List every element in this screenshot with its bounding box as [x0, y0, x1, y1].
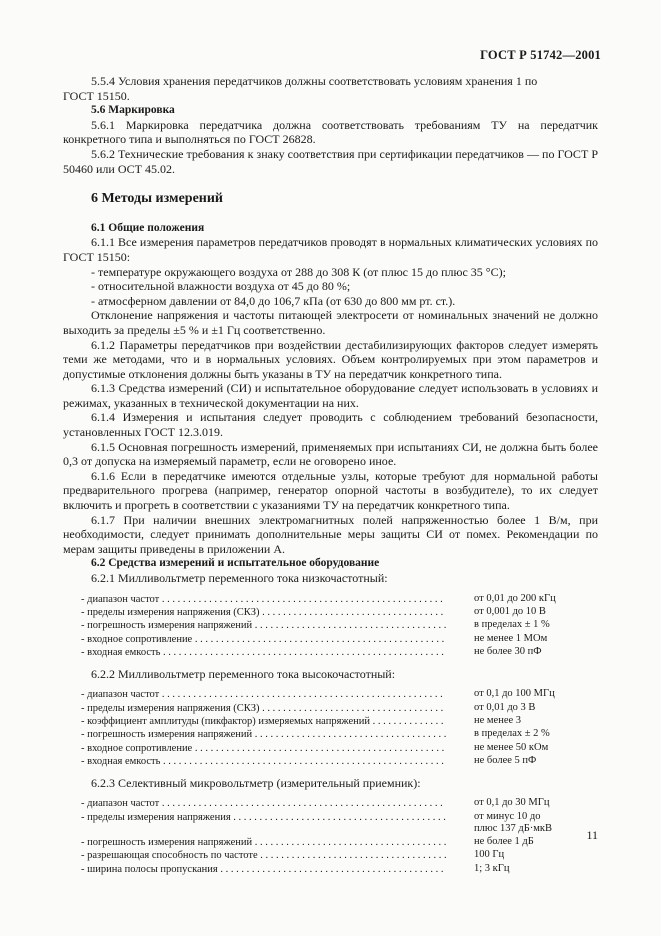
param-row [63, 728, 598, 741]
param-value: от 0,01 до 200 кГц [474, 592, 556, 604]
param-row [63, 619, 598, 632]
subsection-6-2-1-title: 6.2.1 Милливольтметр переменного тока низкочастотный: [91, 571, 388, 585]
paragraph-6-1-2: 6.1.2 Параметры передатчиков при воздействии дестабилизирующих факторов следует измерять теми же методами, что и в нормальных условиях. Объем контролируемых при этом параметров и допустимые отклонения должны быть указаны в ТУ на передатчик конкретного типа. [63, 337, 598, 381]
param-label: - пределы измерения напряжения (СКЗ) . . . [63, 606, 446, 619]
param-value: в пределах ± 1 % [474, 619, 550, 631]
paragraph-6-1-4: 6.1.4 Измерения и испытания следует проводить с соблюдением требований безопасности, установленных ГОСТ 12.3.019. [63, 410, 598, 440]
param-value: 100 Гц [474, 849, 505, 861]
section-6-title: 6 Методы измерений [91, 191, 223, 207]
param-value: не менее 50 кОм [474, 741, 549, 753]
param-label: - диапазон частот . . . [63, 688, 446, 701]
param-label: - входная емкость . . . [63, 755, 446, 768]
param-row [63, 849, 598, 862]
param-label: - пределы измерения напряжения (СКЗ) . . . [63, 702, 446, 715]
param-row [63, 811, 598, 836]
param-list-6-2-3 [63, 797, 598, 876]
param-row [63, 863, 598, 876]
paragraph-deviation: Отклонение напряжения и частоты питающей электросети от номинальных значений не должно выходить за пределы ±5 % и ±1 Гц соответственно. [63, 308, 598, 337]
paragraph-6-1-6: 6.1.6 Если в передатчике имеются отдельные узлы, которые требуют для нормальной работы предварительного прогрева (например, генератор опорной частоты в возбудителе), то их следует включить и прогреть в соответствии с указаниями ТУ на передатчик конкретного типа. [63, 468, 598, 513]
param-label: - погрешность измерения напряжений . . . [63, 836, 446, 849]
subsection-6-2-2-title: 6.2.2 Милливольтметр переменного тока высокочастотный: [91, 666, 396, 681]
param-value: 1; 3 кГц [474, 862, 510, 874]
param-value: не более 1 дБ [474, 835, 534, 847]
paragraph-6-1-3: 6.1.3 Средства измерений (СИ) и испытательное оборудование следует использовать в условиях и режимах, указанных в технической документации на них. [63, 381, 598, 410]
heading-6-1: 6.1 Общие положения [91, 221, 205, 234]
param-row [63, 688, 598, 701]
param-value: не более 30 пФ [474, 646, 542, 658]
subsection-6-2-3-title: 6.2.3 Селективный микровольтметр (измерительный приемник): [91, 775, 421, 790]
paragraph-6-1-7: 6.1.7 При наличии внешних электромагнитных полей напряженностью более 1 В/м, при необходимости, следует принимать дополнительные меры защиты СИ от помех. Рекомендации по мерам защиты приведены в приложении А. [63, 512, 598, 556]
param-row [63, 797, 598, 810]
param-value: не более 5 пФ [474, 755, 537, 767]
bullet-humidity: - относительной влажности воздуха от 45 до 80 %; [91, 279, 351, 294]
param-row [63, 836, 598, 849]
paragraph-5-5-4: 5.5.4 Условия хранения передатчиков должны соответствовать условиям хранения 1 по [91, 74, 538, 88]
param-list-6-2-1 [63, 593, 598, 660]
param-label: - погрешность измерения напряжений . . . [63, 619, 446, 632]
param-value: в пределах ± 2 % [474, 728, 550, 740]
bullet-temperature: - температуре окружающего воздуха от 288 до 308 К (от плюс 15 до плюс 35 °С); [91, 264, 506, 279]
param-row [63, 646, 598, 659]
param-label: - входное сопротивление . . . [63, 633, 446, 646]
param-value: от 0,1 до 30 МГц [474, 797, 550, 809]
param-value-cont: плюс 137 дБ·мкВ [474, 823, 552, 835]
param-label: - пределы измерения напряжения . . . [63, 811, 446, 836]
bullet-pressure: - атмосферном давлении от 84,0 до 106,7 кПа (от 630 до 800 мм рт. ст.). [91, 293, 456, 308]
param-label: - погрешность измерения напряжений . . . [63, 728, 446, 741]
param-label: - входная емкость . . . [63, 646, 446, 659]
param-row [63, 606, 598, 619]
paragraph-6-1-5: 6.1.5 Основная погрешность измерений, применяемых при испытаниях СИ, не должна быть более 0,3 от допуска на измеряемый параметр, если не оговорено иное. [63, 439, 598, 469]
param-row [63, 742, 598, 755]
document-body [63, 74, 598, 883]
param-label: - ширина полосы пропускания . . . [63, 863, 446, 876]
param-row [63, 715, 598, 728]
param-row [63, 593, 598, 606]
param-value: не менее 1 МОм [474, 632, 548, 644]
document-header: ГОСТ Р 51742—2001 [480, 48, 601, 62]
param-value: от 0,001 до 10 В [474, 606, 546, 617]
param-row [63, 702, 598, 715]
param-list-6-2-2 [63, 688, 598, 768]
param-row [63, 755, 598, 768]
param-row [63, 633, 598, 646]
param-label: - коэффициент амплитуды (пикфактор) измеряемых напряжений . . . [63, 715, 446, 728]
param-label: - входное сопротивление . . . [63, 742, 446, 755]
heading-6-2: 6.2 Средства измерений и испытательное оборудование [91, 557, 380, 570]
page-number: 11 [586, 828, 598, 842]
param-label: - диапазон частот . . . [63, 593, 446, 606]
param-value: не менее 3 [474, 715, 522, 727]
paragraph-5-6-1: 5.6.1 Маркировка передатчика должна соответствовать требованиям ТУ на передатчик конкретного типа и выполняться по ГОСТ 26828. [63, 117, 598, 147]
paragraph-6-1-1: 6.1.1 Все измерения параметров передатчиков проводят в нормальных климатических условиях по ГОСТ 15150: [63, 235, 598, 264]
param-value: от 0,1 до 100 МГц [474, 688, 555, 700]
param-label: - диапазон частот . . . [63, 797, 446, 810]
param-label: - разрешающая способность по частоте . . . [63, 849, 446, 862]
param-value: от минус 10 до [474, 810, 541, 822]
heading-5-6: 5.6 Маркировка [91, 104, 175, 117]
param-value: от 0,01 до 3 В [474, 701, 536, 713]
paragraph-5-6-2: 5.6.2 Технические требования к знаку соответствия при сертификации передатчиков — по ГОСТ Р 50460 или ОСТ 45.02. [63, 146, 598, 176]
paragraph-5-5-4-cont: ГОСТ 15150. [63, 88, 130, 103]
